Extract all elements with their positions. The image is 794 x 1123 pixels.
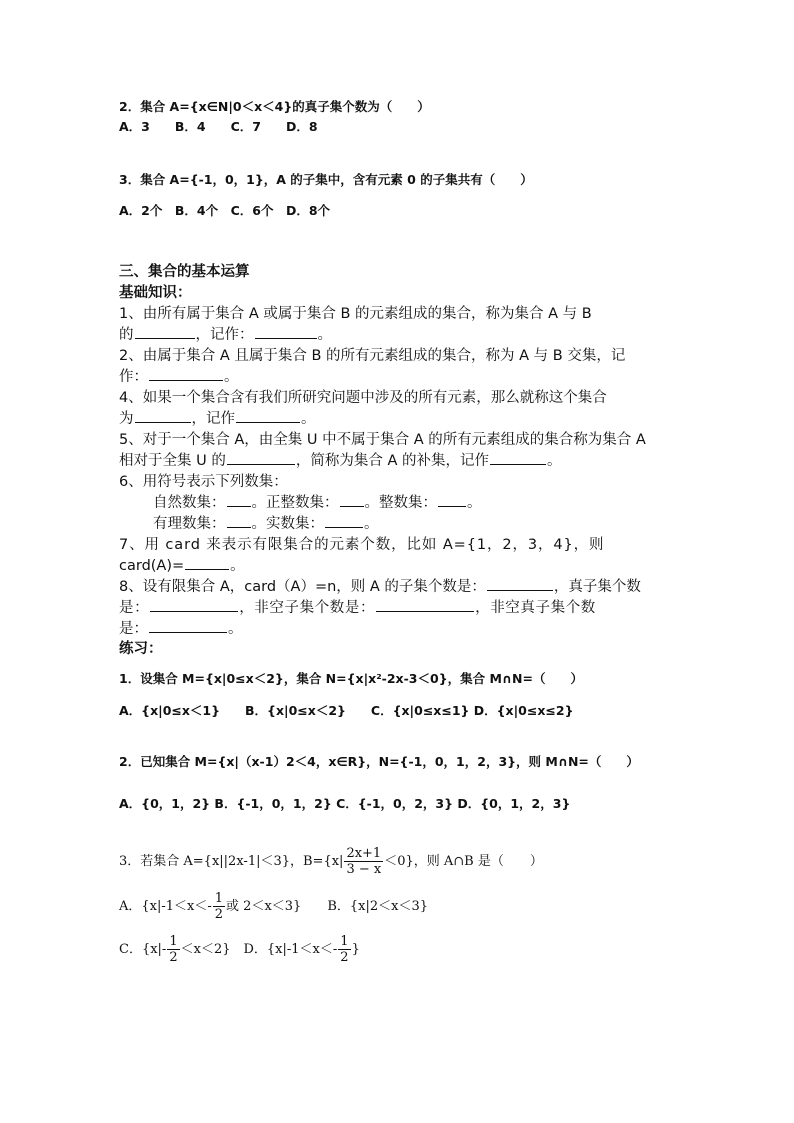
item-2-line-1: 2、由属于集合 A 且属于集合 B 的所有元素组成的集合，称为 A 与 B 交集，记 bbox=[119, 348, 626, 364]
text: 相对于全集 U 的 bbox=[119, 453, 226, 469]
item-6-row-1 bbox=[153, 496, 482, 511]
blank bbox=[340, 505, 364, 507]
blank bbox=[227, 505, 251, 507]
text: 的 bbox=[119, 327, 134, 343]
text: 。 bbox=[317, 327, 332, 343]
text: ＜x＜2} D．{x|-1＜x＜- bbox=[180, 942, 338, 957]
blank bbox=[376, 610, 474, 612]
text: ，记作： bbox=[195, 327, 254, 343]
numerator: 2x+1 bbox=[346, 846, 382, 861]
section-title: 三、集合的基本运算 bbox=[119, 264, 250, 280]
practice-label: 练习： bbox=[119, 641, 163, 657]
practice-2-options: A．{0，1，2} B．{-1，0，1，2} C．{-1，0，2，3} D．{0，1，2，3} bbox=[119, 796, 571, 811]
fraction bbox=[167, 935, 179, 964]
text: ，非空子集个数是： bbox=[239, 600, 376, 616]
blank bbox=[227, 526, 251, 528]
item-8-line-2 bbox=[119, 601, 596, 616]
text: 。实数集： bbox=[251, 516, 324, 532]
item-8-line-3 bbox=[119, 622, 243, 637]
fraction bbox=[213, 892, 225, 921]
blank bbox=[487, 589, 553, 591]
item-8-line-1 bbox=[119, 580, 641, 595]
blank bbox=[255, 337, 317, 339]
blank bbox=[149, 379, 223, 381]
item-7-line-2 bbox=[119, 559, 245, 574]
practice-1: 1．设集合 M={x|0≤x＜2}，集合 N={x|x²-2x-3＜0}，集合 M∩N=（ ） bbox=[119, 671, 583, 686]
item-6: 6、用符号表示下列数集： bbox=[119, 474, 288, 490]
text: 自然数集： bbox=[153, 495, 226, 511]
question-2-options: A．3 B．4 C．7 D．8 bbox=[119, 119, 318, 134]
item-6-row-2 bbox=[153, 517, 379, 532]
denominator: 3 − x bbox=[346, 862, 382, 877]
denominator: 2 bbox=[340, 950, 349, 965]
fraction bbox=[338, 935, 350, 964]
practice-2: 2．已知集合 M={x|（x-1）2＜4，x∈R}，N={-1，0，1，2，3}，则 M∩N=（ ） bbox=[119, 754, 639, 769]
text: 。正整数集： bbox=[251, 495, 339, 511]
item-2-line-2 bbox=[119, 370, 239, 385]
text: 3．若集合 A={x||2x-1|＜3}，B={x| bbox=[119, 854, 344, 869]
text: ＜0}，则 A∩B 是（ ） bbox=[384, 854, 543, 869]
text: 8、设有限集合 A，card（A）=n，则 A 的子集个数是： bbox=[119, 579, 486, 595]
practice-3 bbox=[119, 847, 543, 876]
text: ，非空真子集个数 bbox=[475, 600, 596, 616]
numerator: 1 bbox=[169, 934, 178, 949]
text: 为 bbox=[119, 411, 134, 427]
basics-label: 基础知识： bbox=[119, 285, 192, 301]
numerator: 1 bbox=[340, 934, 349, 949]
blank bbox=[227, 463, 295, 465]
text: 有理数集： bbox=[153, 516, 226, 532]
text: 是： bbox=[119, 600, 150, 616]
practice-1-options: A．{x|0≤x＜1} B．{x|0≤x＜2} C．{x|0≤x≤1} D．{x|0≤x≤2} bbox=[119, 703, 574, 718]
blank bbox=[149, 631, 227, 633]
blank bbox=[438, 505, 466, 507]
text: 。 bbox=[364, 516, 379, 532]
text: 。 bbox=[546, 453, 562, 469]
text: ，记作 bbox=[191, 411, 235, 427]
text: 。整数集： bbox=[364, 495, 437, 511]
text: 是： bbox=[119, 621, 148, 637]
denominator: 2 bbox=[214, 907, 224, 922]
blank bbox=[236, 421, 300, 423]
item-1-line-1: 1、由所有属于集合 A 或属于集合 B 的元素组成的集合，称为集合 A 与 B bbox=[119, 306, 592, 322]
text: } bbox=[351, 942, 360, 957]
text: 。 bbox=[467, 495, 482, 511]
text: 。 bbox=[228, 621, 243, 637]
text: 或 2＜x＜3} B．{x|2＜x＜3} bbox=[226, 899, 429, 914]
blank bbox=[490, 463, 546, 465]
text: ，简称为集合 A 的补集，记作 bbox=[295, 453, 489, 469]
question-2: 2．集合 A={x∈N|0＜x＜4}的真子集个数为（ ） bbox=[119, 99, 430, 114]
blank bbox=[135, 337, 195, 339]
blank bbox=[185, 568, 229, 570]
text: A．{x|-1＜x＜- bbox=[119, 899, 212, 914]
text: card(A)= bbox=[119, 558, 185, 574]
item-5-line-2 bbox=[119, 454, 561, 469]
text: ，真子集个数 bbox=[553, 579, 641, 595]
item-5-line-1: 5、对于一个集合 A，由全集 U 中不属于集合 A 的所有元素组成的集合称为集合 A bbox=[119, 432, 646, 448]
question-3: 3．集合 A={-1，0，1}，A 的子集中，含有元素 0 的子集共有（ ） bbox=[119, 172, 533, 187]
item-7-line-1: 7、用 card 来表示有限集合的元素个数，比如 A={1，2，3，4}，则 bbox=[119, 537, 605, 553]
text: 。 bbox=[301, 411, 316, 427]
numerator: 1 bbox=[214, 891, 224, 906]
practice-3-options-cd bbox=[119, 935, 360, 964]
text: 。 bbox=[230, 558, 245, 574]
item-1-line-2 bbox=[119, 328, 332, 343]
text: 作： bbox=[119, 369, 148, 385]
text: C．{x|- bbox=[119, 942, 167, 957]
item-4-line-1: 4、如果一个集合含有我们所研究问题中涉及的所有元素，那么就称这个集合 bbox=[119, 390, 607, 406]
practice-3-options-ab bbox=[119, 892, 428, 921]
text: 。 bbox=[224, 369, 239, 385]
blank bbox=[150, 610, 238, 612]
blank bbox=[135, 421, 191, 423]
blank bbox=[325, 526, 363, 528]
denominator: 2 bbox=[169, 950, 178, 965]
item-4-line-2 bbox=[119, 412, 316, 427]
question-3-options: A．2个 B．4个 C．6个 D．8个 bbox=[119, 203, 331, 218]
fraction bbox=[344, 847, 383, 876]
